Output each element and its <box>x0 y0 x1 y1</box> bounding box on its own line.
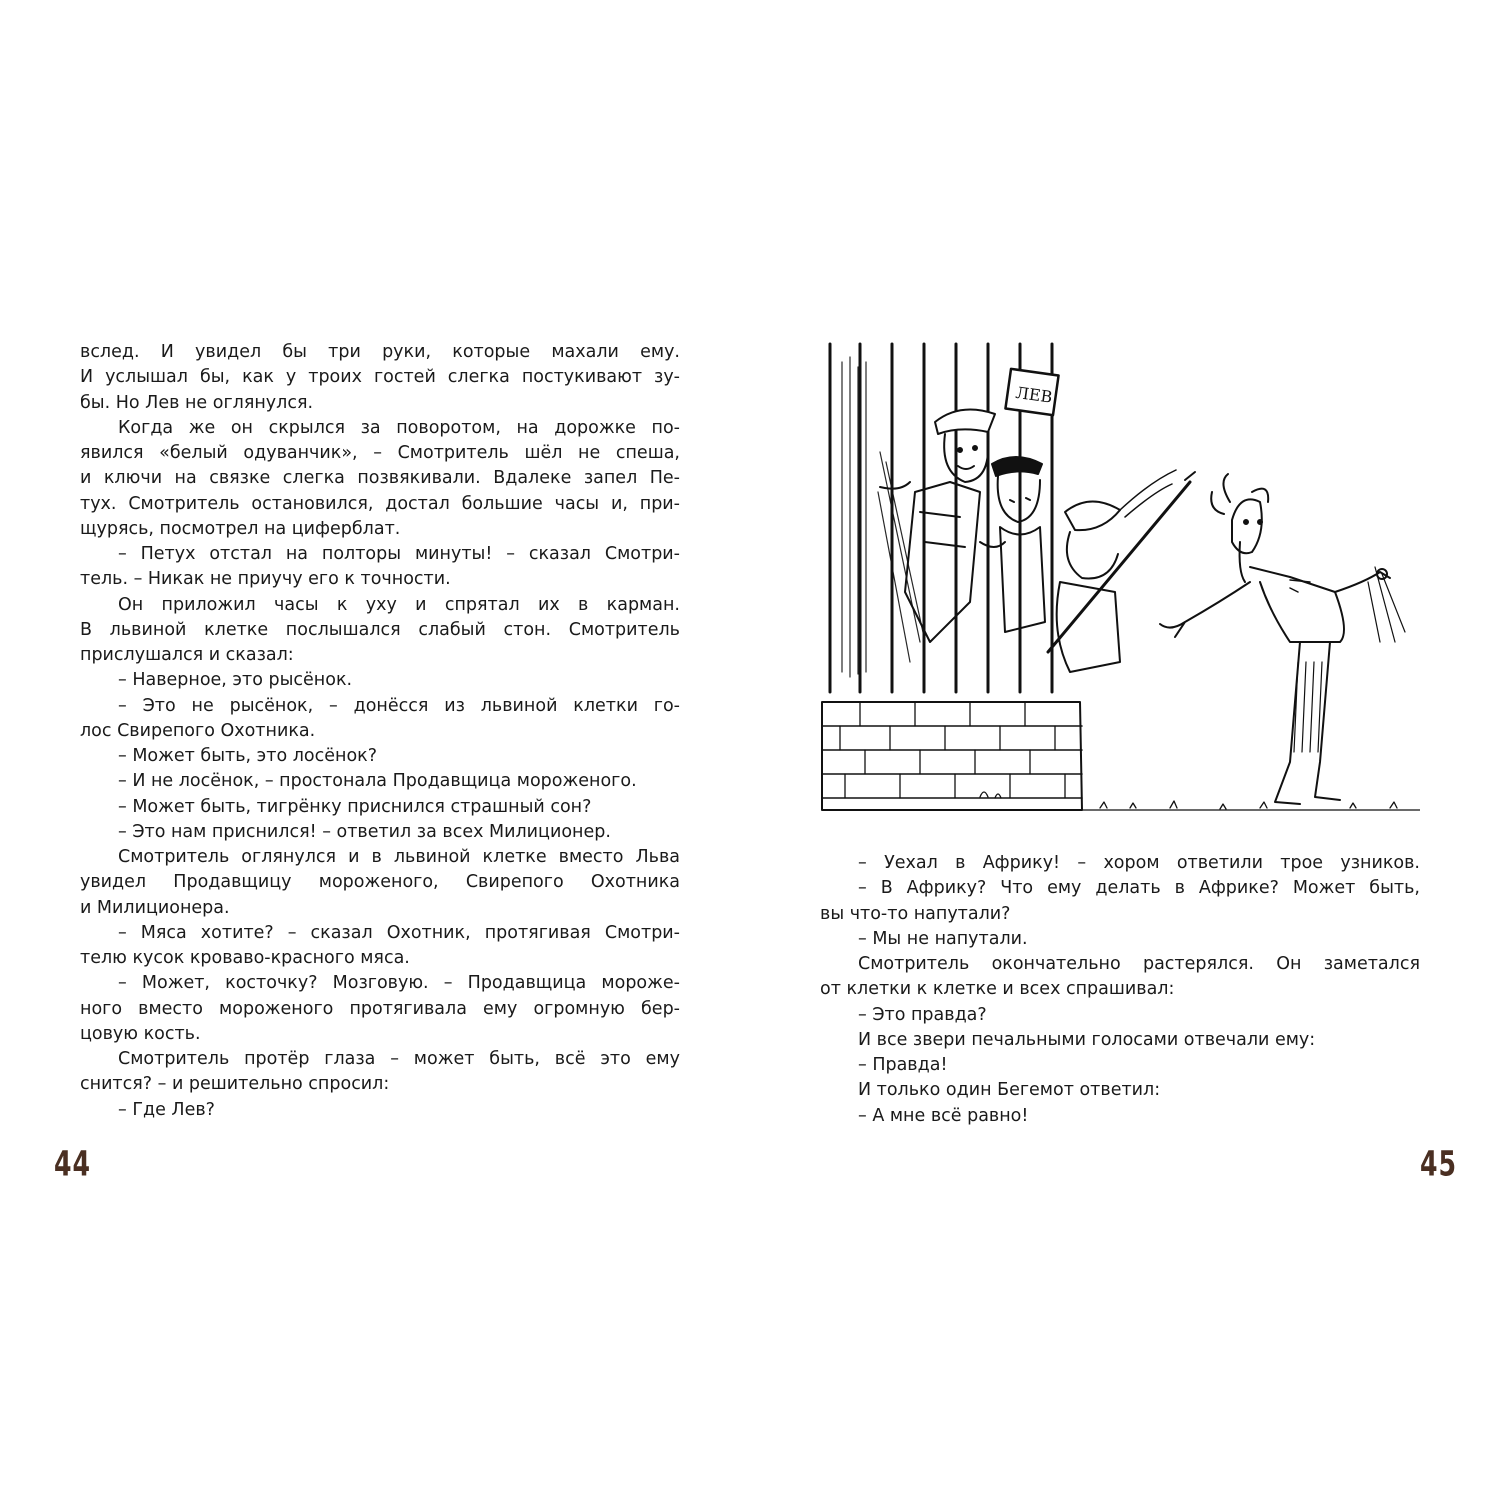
text-line: тель. – Никак не приучу его к точности. <box>80 569 451 590</box>
text-line: – Может быть, это лосёнок? <box>118 746 378 766</box>
stone-wall <box>822 702 1082 810</box>
text-line: – Может быть, тигрёнку приснился страшный сон? <box>118 796 592 817</box>
text-line: – Это правда? <box>858 1004 987 1025</box>
sign-label: ЛЕВ <box>1014 382 1054 407</box>
text-line: прислушался и сказал: <box>80 645 294 665</box>
text-line: телю кусок кроваво-красного мяса. <box>80 948 410 968</box>
text-line: – Может, косточку? Мозговую. – Продавщица мороже- <box>118 973 680 994</box>
policeman-figure <box>880 410 995 643</box>
text-line: Он приложил часы к уху и спрятал их в карман. <box>118 594 680 615</box>
text-line: Смотритель окончательно растерялся. Он заметался <box>858 954 1420 974</box>
text-line: ного вместо мороженого протягивала ему огромную бер- <box>80 998 680 1019</box>
text-line: – Правда! <box>858 1055 948 1075</box>
right-page-text <box>820 851 1420 1129</box>
text-line: снится? – и решительно спросил: <box>80 1074 390 1095</box>
page-number-right: 45 <box>1420 1143 1458 1185</box>
text-line: вы что-то напутали? <box>820 903 1011 924</box>
text-line: от клетки к клетке и всех спрашивал: <box>820 979 1175 1000</box>
text-line: – В Африку? Что ему делать в Африке? Может быть, <box>858 878 1420 899</box>
text-line: тух. Смотритель остановился, достал большие часы и, при- <box>80 493 680 514</box>
text-line: Смотритель протёр глаза – может быть, всё это ему <box>118 1049 680 1069</box>
text-line: – Уехал в Африку! – хором ответили трое узников. <box>858 853 1420 873</box>
text-line: явился «белый одуванчик», – Смотритель шёл не спеша, <box>80 443 680 463</box>
text-line: Смотритель оглянулся и в львиной клетке вместо Льва <box>118 847 680 867</box>
text-line: – И не лосёнок, – простонала Продавщица мороженого. <box>118 771 637 792</box>
hunter-figure <box>1048 470 1195 672</box>
text-line: – Где Лев? <box>118 1099 215 1120</box>
text-line: лос Свирепого Охотника. <box>80 720 316 741</box>
text-line: – Мы не напутали. <box>858 928 1028 949</box>
lion-sign <box>1005 369 1058 415</box>
text-line: – Петух отстал на полторы минуты! – сказал Смотри- <box>118 544 680 564</box>
cage-illustration <box>820 342 1420 820</box>
text-line: Когда же он скрылся за поворотом, на дорожке по- <box>118 417 680 438</box>
page-number-left: 44 <box>54 1143 92 1185</box>
keeper-figure <box>1160 474 1405 804</box>
text-line: И услышал бы, как у троих гостей слегка постукивают зу- <box>80 367 680 388</box>
seller-figure <box>980 457 1045 632</box>
text-line: – Это нам приснился! – ответил за всех Милиционер. <box>118 821 611 842</box>
text-line: – А мне всё равно! <box>858 1105 1029 1126</box>
text-line: – Это не рысёнок, – донёсся из львиной клетки го- <box>118 695 680 716</box>
text-line: И все звери печальными голосами отвечали ему: <box>858 1029 1316 1050</box>
text-line: – Мяса хотите? – сказал Охотник, протягивая Смотри- <box>118 922 680 943</box>
left-page-text <box>80 340 680 1123</box>
text-line: В львиной клетке послышался слабый стон. Смотритель <box>80 619 680 640</box>
text-line: вслед. И увидел бы три руки, которые махали ему. <box>80 342 680 362</box>
text-line: увидел Продавщицу мороженого, Свирепого Охотника <box>80 872 680 893</box>
text-line: бы. Но Лев не оглянулся. <box>80 392 314 413</box>
text-line: и Милиционера. <box>80 897 230 918</box>
text-line: цовую кость. <box>80 1023 201 1044</box>
text-line: и ключи на связке слегка позвякивали. Вдалеке запел Пе- <box>80 468 680 489</box>
text-line: щурясь, посмотрел на циферблат. <box>80 518 401 539</box>
text-line: И только один Бегемот ответил: <box>858 1080 1161 1101</box>
text-line: – Наверное, это рысёнок. <box>118 670 353 691</box>
